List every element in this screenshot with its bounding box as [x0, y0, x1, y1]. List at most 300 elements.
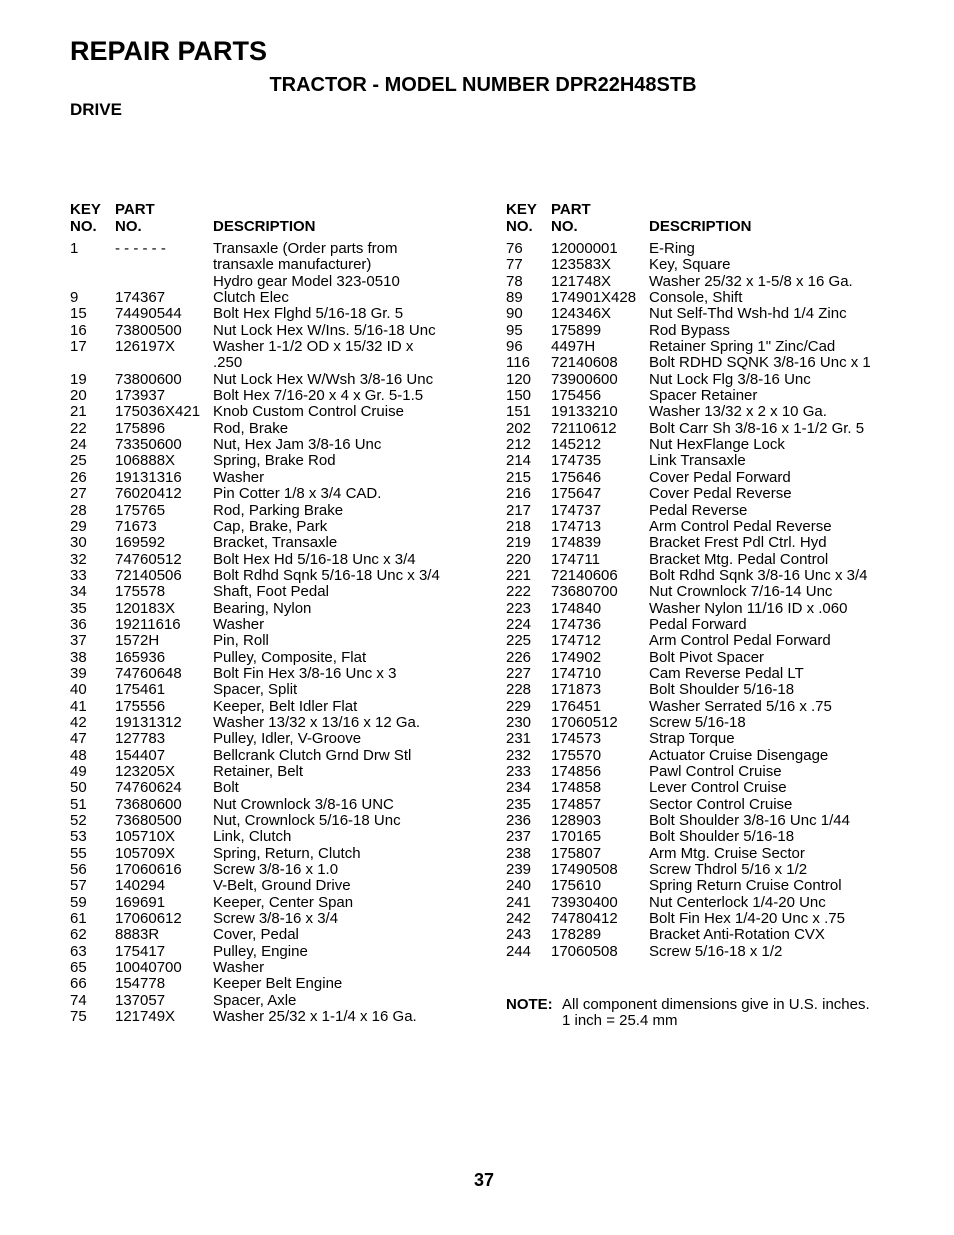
part-description: [649, 862, 906, 878]
part-number: 74760624: [115, 779, 182, 797]
part-description: [649, 453, 906, 469]
part-description: [649, 682, 906, 698]
part-row: [70, 584, 470, 600]
part-row: [506, 862, 906, 878]
description-line: Hydro gear Model 323-0510: [213, 272, 400, 290]
description-line: Key, Square: [649, 256, 731, 274]
key-number: 19: [70, 370, 87, 388]
key-no-header: [506, 201, 551, 235]
description-line: Shaft, Foot Pedal: [213, 583, 329, 601]
description-line: Keeper Belt Engine: [213, 975, 343, 993]
part-row: [70, 650, 470, 666]
part-number: 140294: [115, 877, 166, 895]
part-description: [213, 862, 470, 878]
description-line: Cam Reverse Pedal LT: [649, 664, 804, 682]
part-row: [506, 797, 906, 813]
part-row: [506, 650, 906, 666]
part-number: 73680600: [115, 795, 182, 813]
part-description: [649, 829, 906, 845]
key-number: 90: [506, 305, 523, 323]
part-number: 106888X: [115, 452, 176, 470]
part-description: [649, 780, 906, 796]
key-number: 120: [506, 370, 532, 388]
part-row: [70, 682, 470, 698]
key-number: 227: [506, 664, 532, 682]
part-row: [506, 666, 906, 682]
part-number: 72110612: [551, 419, 617, 437]
part-description: [649, 437, 906, 453]
part-row: [506, 552, 906, 568]
part-number: 73800500: [115, 321, 182, 339]
part-row: [70, 372, 470, 388]
key-number: 232: [506, 746, 532, 764]
part-row: [70, 241, 470, 290]
part-description: [649, 355, 906, 371]
part-number: 175899: [551, 321, 602, 339]
description-line: Bolt Rdhd Sqnk 5/16-18 Unc x 3/4: [213, 566, 440, 584]
description-line: transaxle manufacturer): [213, 256, 372, 274]
description-line: Nut Lock Hex W/Wsh 3/8-16 Unc: [213, 370, 434, 388]
part-number: 19211616: [115, 615, 181, 633]
page-number: 37: [473, 1170, 495, 1190]
note-text: [562, 997, 870, 1030]
part-row: [506, 241, 906, 257]
description-line: Washer 25/32 x 1-5/8 x 16 Ga.: [649, 272, 853, 290]
parts-list-left: [70, 241, 470, 1026]
key-number: 59: [70, 893, 87, 911]
part-row: [70, 976, 470, 992]
part-row: [70, 911, 470, 927]
part-row: [506, 829, 906, 845]
part-row: [70, 535, 470, 551]
key-number: 56: [70, 861, 87, 879]
part-description: [213, 323, 470, 339]
part-description: [649, 699, 906, 715]
part-description: [213, 503, 470, 519]
part-number: 10040700: [115, 959, 182, 977]
part-row: [70, 846, 470, 862]
part-row: [506, 601, 906, 617]
key-number: 219: [506, 534, 532, 552]
key-number: 222: [506, 583, 532, 601]
key-header-line1: KEY: [506, 201, 537, 218]
part-row: [70, 290, 470, 306]
part-number: 175417: [115, 942, 166, 960]
part-number: 121749X: [115, 1008, 176, 1026]
part-number: 174712: [551, 632, 602, 650]
part-row: [70, 503, 470, 519]
part-description: [649, 470, 906, 486]
part-description: [649, 241, 906, 257]
part-row: [506, 682, 906, 698]
key-number: 150: [506, 387, 532, 405]
part-description: [649, 927, 906, 943]
description-line: Pin Cotter 1/8 x 3/4 CAD.: [213, 485, 382, 503]
part-description: [213, 797, 470, 813]
part-number: 175461: [115, 681, 166, 699]
part-description: [213, 895, 470, 911]
key-number: 230: [506, 713, 532, 731]
part-row: [506, 519, 906, 535]
description-line: Washer Serrated 5/16 x .75: [649, 697, 832, 715]
part-row: [70, 339, 470, 372]
part-row: [70, 895, 470, 911]
part-row: [506, 486, 906, 502]
part-number: 174857: [551, 795, 602, 813]
description-line: .250: [213, 354, 243, 372]
description-line: Bolt Hex Flghd 5/16-18 Gr. 5: [213, 305, 404, 323]
description-line: Screw Thdrol 5/16 x 1/2: [649, 861, 808, 879]
description-line: Pedal Reverse: [649, 501, 748, 519]
part-description: [213, 633, 470, 649]
part-description: [213, 388, 470, 404]
part-number: 174856: [551, 763, 602, 780]
key-number: 52: [70, 812, 87, 830]
part-header-line1: PART: [551, 201, 591, 218]
description-line: Bolt Fin Hex 3/8-16 Unc x 3: [213, 664, 397, 682]
part-row: [70, 927, 470, 943]
part-row: [506, 274, 906, 290]
part-number: 73680700: [551, 583, 618, 601]
key-number: 66: [70, 975, 87, 993]
part-description: [649, 503, 906, 519]
part-row: [70, 699, 470, 715]
description-line: Bolt Pivot Spacer: [649, 648, 765, 666]
part-number: 124346X: [551, 305, 612, 323]
part-number: 175765: [115, 501, 166, 519]
key-number: 241: [506, 893, 532, 911]
part-description: [213, 682, 470, 698]
description-line: Rod, Brake: [213, 419, 289, 437]
part-description: [213, 470, 470, 486]
part-row: [506, 944, 906, 960]
section-heading: DRIVE: [70, 100, 122, 119]
part-number: 175456: [551, 387, 602, 405]
part-description: [213, 519, 470, 535]
description-line: Screw 5/16-18 x 1/2: [649, 942, 783, 960]
description-header-spacer: [213, 201, 470, 218]
key-number: 33: [70, 566, 87, 584]
description-line: E-Ring: [649, 240, 695, 257]
part-number: 175647: [551, 485, 602, 503]
part-row: [70, 862, 470, 878]
part-row: [506, 535, 906, 551]
part-row: [506, 748, 906, 764]
part-number: 120183X: [115, 599, 176, 617]
description-header-text: DESCRIPTION: [213, 218, 316, 235]
part-number: 74760512: [115, 550, 182, 568]
description-line: Link Transaxle: [649, 452, 746, 470]
description-line: Nut Lock Hex W/Ins. 5/16-18 Unc: [213, 321, 436, 339]
part-row: [70, 748, 470, 764]
key-number: 215: [506, 468, 532, 486]
description-line: Pulley, Composite, Flat: [213, 648, 367, 666]
part-description: [213, 846, 470, 862]
description-line: Cover, Pedal: [213, 926, 299, 944]
part-row: [70, 519, 470, 535]
part-description: [213, 829, 470, 845]
key-number: 20: [70, 387, 87, 405]
part-number: 17060512: [551, 713, 618, 731]
description-line: Arm Mtg. Cruise Sector: [649, 844, 805, 862]
part-row: [70, 944, 470, 960]
page-title: REPAIR PARTS: [70, 36, 268, 66]
key-number: 202: [506, 419, 532, 437]
key-number: 239: [506, 861, 532, 879]
parts-column-left: [70, 201, 470, 1026]
part-header-line2: NO.: [551, 218, 578, 235]
part-number: 72140608: [551, 354, 618, 372]
part-row: [506, 633, 906, 649]
part-row: [506, 470, 906, 486]
part-row: [70, 960, 470, 976]
part-row: [70, 715, 470, 731]
key-number: 61: [70, 910, 87, 928]
part-description: [649, 895, 906, 911]
part-number: 154778: [115, 975, 166, 993]
key-number: 77: [506, 256, 523, 274]
key-number: 48: [70, 746, 87, 764]
part-description: [649, 339, 906, 355]
key-number: 229: [506, 697, 532, 715]
description-line: Nut HexFlange Lock: [649, 436, 785, 454]
part-description: [649, 748, 906, 764]
part-description: [213, 878, 470, 894]
description-line: Transaxle (Order parts from: [213, 240, 398, 257]
model-subtitle: [0, 74, 954, 97]
description-line: V-Belt, Ground Drive: [213, 877, 351, 895]
column-header: [506, 201, 906, 235]
part-number: 19131312: [115, 713, 182, 731]
part-description: [649, 257, 906, 273]
column-header: [70, 201, 470, 235]
description-line: Cover Pedal Forward: [649, 468, 791, 486]
description-line: Retainer, Belt: [213, 763, 304, 780]
key-number: 228: [506, 681, 532, 699]
part-description: [213, 437, 470, 453]
part-number: 137057: [115, 991, 166, 1009]
key-number: 49: [70, 763, 87, 780]
part-description: [213, 486, 470, 502]
part-number: 105710X: [115, 828, 176, 846]
key-number: 39: [70, 664, 87, 682]
description-line: Knob Custom Control Cruise: [213, 403, 404, 421]
part-row: [506, 355, 906, 371]
part-row: [70, 633, 470, 649]
description-line: Bolt Shoulder 5/16-18: [649, 681, 795, 699]
description-line: Console, Shift: [649, 289, 743, 307]
description-line: Spacer, Split: [213, 681, 298, 699]
part-description: [213, 404, 470, 420]
part-header-line1: PART: [115, 201, 155, 218]
key-number: 96: [506, 338, 523, 356]
part-number: 174901X428: [551, 289, 637, 307]
key-number: 214: [506, 452, 532, 470]
part-number: 73350600: [115, 436, 182, 454]
part-description: [213, 650, 470, 666]
part-row: [70, 993, 470, 1009]
key-number: 216: [506, 485, 532, 503]
key-number: 24: [70, 436, 87, 454]
description-line: Bracket Mtg. Pedal Control: [649, 550, 829, 568]
part-row: [506, 339, 906, 355]
part-description: [213, 453, 470, 469]
part-row: [70, 878, 470, 894]
key-number: 223: [506, 599, 532, 617]
part-number: 123205X: [115, 763, 176, 780]
part-description: [649, 731, 906, 747]
part-number: 127783: [115, 730, 166, 748]
part-description: [649, 306, 906, 322]
part-description: [649, 944, 906, 960]
part-row: [506, 699, 906, 715]
part-row: [506, 911, 906, 927]
key-number: 231: [506, 730, 532, 748]
part-no-header: [551, 201, 649, 235]
key-number: 22: [70, 419, 87, 437]
part-description: [213, 601, 470, 617]
part-no-header: [115, 201, 213, 235]
part-description: [213, 568, 470, 584]
part-number: 72140506: [115, 566, 182, 584]
part-description: [649, 878, 906, 894]
note-line-2: 1 inch = 25.4 mm: [562, 1012, 678, 1030]
description-header: [649, 201, 906, 235]
description-line: Spacer Retainer: [649, 387, 758, 405]
key-number: 36: [70, 615, 87, 633]
part-number: 12000001: [551, 240, 618, 257]
part-row: [70, 470, 470, 486]
part-description: [213, 813, 470, 829]
key-number: 238: [506, 844, 532, 862]
part-description: [649, 584, 906, 600]
key-number: 242: [506, 910, 532, 928]
part-row: [506, 421, 906, 437]
description-line: Nut Crownlock 7/16-14 Unc: [649, 583, 833, 601]
description-line: Retainer Spring 1" Zinc/Cad: [649, 338, 836, 356]
description-header: [213, 201, 470, 235]
key-number: 17: [70, 338, 87, 356]
note-line-1: All component dimensions give in U.S. inches.: [562, 996, 870, 1013]
description-line: Bolt Carr Sh 3/8-16 x 1-1/2 Gr. 5: [649, 419, 865, 437]
key-number: 226: [506, 648, 532, 666]
part-row: [70, 552, 470, 568]
part-description: [649, 617, 906, 633]
part-description: [213, 372, 470, 388]
part-row: [506, 372, 906, 388]
part-row: [70, 1009, 470, 1025]
part-row: [506, 437, 906, 453]
part-number: 1572H: [115, 632, 160, 650]
key-number: 76: [506, 240, 523, 257]
key-number: 235: [506, 795, 532, 813]
key-number: 21: [70, 403, 87, 421]
part-description: [213, 993, 470, 1009]
part-number: 8883R: [115, 926, 160, 944]
description-line: Pedal Forward: [649, 615, 747, 633]
key-number: 74: [70, 991, 87, 1009]
key-number: 38: [70, 648, 87, 666]
description-line: Bolt Shoulder 5/16-18: [649, 828, 795, 846]
part-description: [213, 552, 470, 568]
part-row: [506, 388, 906, 404]
description-line: Bellcrank Clutch Grnd Drw Stl: [213, 746, 412, 764]
part-row: [70, 601, 470, 617]
description-line: Spring Return Cruise Control: [649, 877, 842, 895]
part-number: 73930400: [551, 893, 618, 911]
part-row: [506, 306, 906, 322]
part-description: [649, 486, 906, 502]
description-line: Washer: [213, 959, 265, 977]
key-number: 95: [506, 321, 523, 339]
description-line: Washer: [213, 615, 265, 633]
part-description: [213, 241, 470, 290]
key-number: 244: [506, 942, 532, 960]
part-row: [70, 437, 470, 453]
description-line: Pin, Roll: [213, 632, 269, 650]
part-number: 175578: [115, 583, 166, 601]
description-line: Nut Self-Thd Wsh-hd 1/4 Zinc: [649, 305, 847, 323]
description-line: Nut Crownlock 3/8-16 UNC: [213, 795, 394, 813]
part-number: 174710: [551, 664, 602, 682]
part-number: 73900600: [551, 370, 618, 388]
part-description: [213, 731, 470, 747]
part-number: 17060508: [551, 942, 618, 960]
description-line: Bolt Rdhd Sqnk 3/8-16 Unc x 3/4: [649, 566, 868, 584]
key-number: 116: [506, 354, 530, 372]
part-number: 175896: [115, 419, 166, 437]
part-row: [70, 731, 470, 747]
part-description: [649, 633, 906, 649]
description-line: Screw 3/8-16 x 1.0: [213, 861, 339, 879]
part-description: [213, 339, 470, 372]
part-description: [213, 960, 470, 976]
part-description: [213, 944, 470, 960]
key-header-line2: NO.: [70, 218, 97, 235]
key-number: 236: [506, 812, 532, 830]
description-line: Spacer, Axle: [213, 991, 297, 1009]
part-description: [649, 911, 906, 927]
part-row: [506, 878, 906, 894]
description-line: Pulley, Idler, V-Groove: [213, 730, 362, 748]
part-description: [649, 372, 906, 388]
part-number: 175556: [115, 697, 166, 715]
description-line: Nut, Crownlock 5/16-18 Unc: [213, 812, 401, 830]
key-no-header: [70, 201, 115, 235]
description-line: Pawl Control Cruise: [649, 763, 782, 780]
description-line: Cap, Brake, Park: [213, 517, 328, 535]
part-description: [649, 274, 906, 290]
part-row: [70, 453, 470, 469]
part-description: [213, 535, 470, 551]
description-line: Washer Nylon 11/16 ID x .060: [649, 599, 848, 617]
part-number: 126197X: [115, 338, 176, 356]
part-number: 175570: [551, 746, 602, 764]
part-description: [649, 323, 906, 339]
part-number: 123583X: [551, 256, 612, 274]
key-number: 224: [506, 615, 532, 633]
part-description: [649, 715, 906, 731]
part-number: 19131316: [115, 468, 182, 486]
part-number: 174902: [551, 648, 602, 666]
part-row: [506, 404, 906, 420]
part-description: [213, 699, 470, 715]
part-number: 74760648: [115, 664, 182, 682]
description-line: Screw 3/8-16 x 3/4: [213, 910, 339, 928]
key-number: 63: [70, 942, 87, 960]
part-number: 105709X: [115, 844, 176, 862]
key-number: 78: [506, 272, 523, 290]
